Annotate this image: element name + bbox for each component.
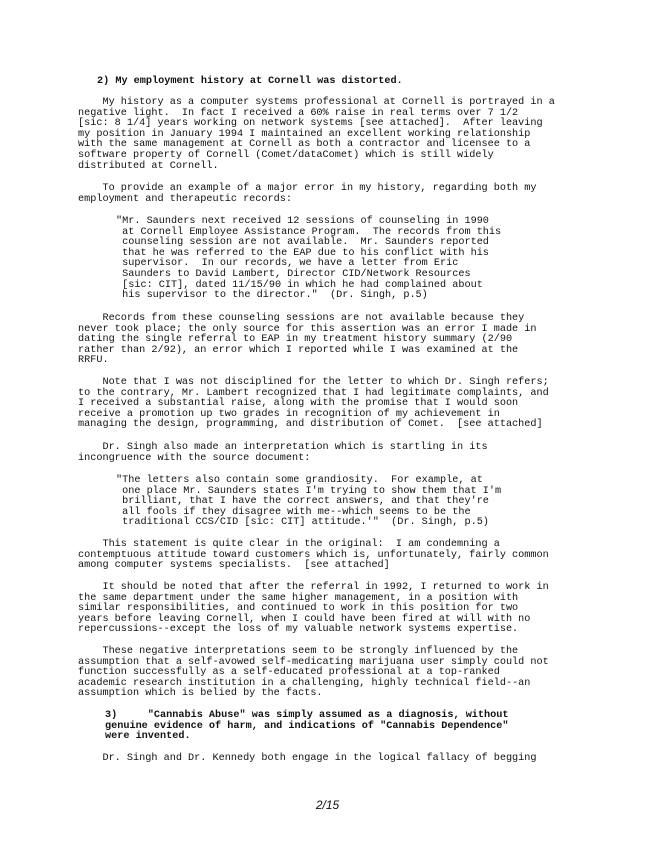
- paragraph-records-unavailable: Records from these counseling sessions are not available because they never took place; the only source for this assertion was an error I made in dating the single referral to EAP in my treatment history summary (2/90 rather than 2/92), an error which I reported while I was examined at the RRFU.: [78, 313, 537, 367]
- section-heading: 2) My employment history at Cornell was distorted.: [97, 76, 403, 87]
- paragraph-statement-clear: This statement is quite clear in the original: I am condemning a contemptuous attitude toward customers which is, unfortunately, fairly common among computer systems specialists. [see attached]: [78, 539, 549, 572]
- paragraph-employment-history: My history as a computer systems professional at Cornell is portrayed in a negative light. In fact I received a 60% raise in real terms over 7 1/2 [sic: 8 1/4] years working on network systems [see attached]. After leaving my position in January 1994 I maintained an excellent working relationship with the same management at Cornell as both a contractor and licensee to a software property of Cornell (Comet/dataComet) which is still widely distributed at Cornell.: [78, 97, 555, 172]
- paragraph-not-disciplined: Note that I was not disciplined for the letter to which Dr. Singh refers; to the contrary, Mr. Lambert recognized that I had legitimate complaints, and I received a substantial raise, along with the promise that I would soon receive a promotion up two grades in recognition of my achievement in managing the design, programming, and distribution of Comet. [see attached]: [78, 377, 549, 431]
- section-3-heading: 3) "Cannabis Abuse" was simply assumed as a diagnosis, without genuine evidence of harm, and indications of "Cannabis Dependence" were invented.: [105, 710, 509, 743]
- quote-singh-grandiosity: "The letters also contain some grandiosity. For example, at one place Mr. Saunders states I'm trying to show them that I'm brilliant, that I have the correct answers, and that they're all fools if they disagree with me--which seems to be the traditional CCS/CID [sic: CIT] attitude.'" (Dr. Singh, p.5): [116, 475, 502, 529]
- paragraph-negative-interpretations: These negative interpretations seem to be strongly influenced by the assumption that a self-avowed self-medicating marijuana user simply could not function successfully as a self-educated professional at a top-ranked academic research institution in a challenging, highly technical field--an assumption which is belied by the facts.: [78, 646, 549, 700]
- paragraph-interpretation: Dr. Singh also made an interpretation which is startling in its incongruence with the source document:: [78, 442, 488, 464]
- paragraph-referral-1992: It should be noted that after the referral in 1992, I returned to work in the same department under the same higher management, in a position with similar responsibilities, and continued to work in this position for two years before leaving Cornell, when I could have been fired at will with no repercussions--except the loss of my valuable network systems expertise.: [78, 582, 549, 636]
- page-number: 2/15: [315, 798, 340, 812]
- quote-singh-counseling: "Mr. Saunders next received 12 sessions of counseling in 1990 at Cornell Employee Assistance Program. The records from this counseling session are not available. Mr. Saunders reported that he was referred to the EAP due to his conflict with his supervisor. In our records, we have a letter from Eric Saunders to David Lambert, Director CID/Network Resources [sic: CIT], dated 11/15/90 in which he had complained about his supervisor to the director." (Dr. Singh, p.5): [116, 216, 502, 302]
- paragraph-logical-fallacy: Dr. Singh and Dr. Kennedy both engage in the logical fallacy of begging: [78, 753, 537, 764]
- paragraph-example-intro: To provide an example of a major error in my history, regarding both my employment and therapeutic records:: [78, 183, 537, 205]
